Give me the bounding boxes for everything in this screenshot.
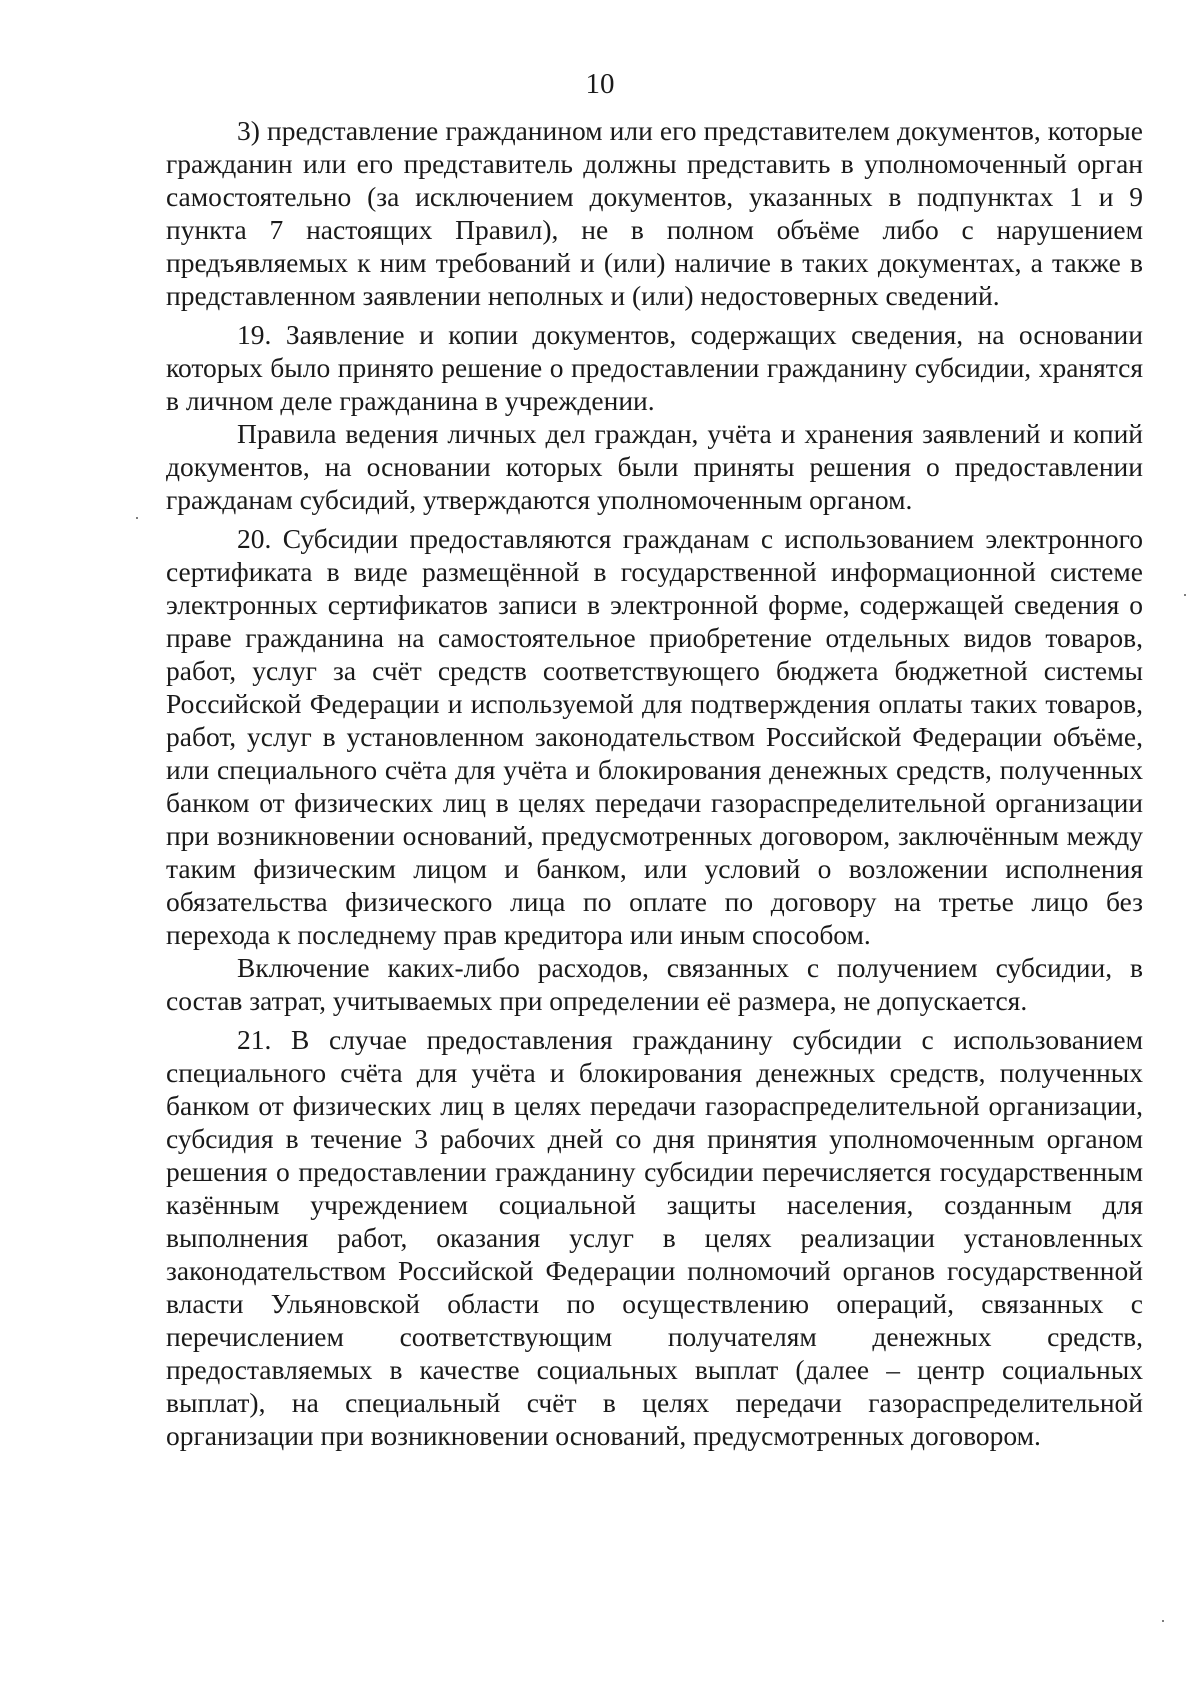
paragraph-clause-21: 21. В случае предоставления гражданину субсидии с использованием специального счёта для учёта и блокирования денежных средств, полученных банком от физических лиц в целях передачи газораспределительной организации, субсидия в течение 3 рабочих дней со дня принятия уполномоченным органом решения о предоставлении гражданину субсидии перечисляется государственным казённым учреждением социальной защиты населения, созданным для выполнения работ, оказания услуг в целях реализации установленных законодательством Российской Федерации полномочий органов государственной власти Ульяновской области по осуществлению операций, связанных с перечислением соответствующим получателям денежных средств, предоставляемых в качестве социальных выплат (далее – центр социальных выплат), на специальный счёт в целях передачи газораспределительной организации при возникновении оснований, предусмотренных договором. [166, 1024, 1143, 1451]
paragraph-records-rules: Правила ведения личных дел граждан, учёта и хранения заявлений и копий документов, на основании которых были приняты решения о предоставлении гражданам субсидий, утверждаются уполномоченным органом. [166, 418, 1143, 515]
paragraph-expenses-exclusion: Включение каких-либо расходов, связанных с получением субсидии, в состав затрат, учитываемых при определении её размера, не допускается. [166, 952, 1143, 1016]
paragraph-clause-19: 19. Заявление и копии документов, содержащих сведения, на основании которых было принято решение о предоставлении гражданину субсидии, хранятся в личном деле гражданина в учреждении. [166, 319, 1143, 416]
paragraph-clause-20: 20. Субсидии предоставляются гражданам с использованием электронного сертификата в виде размещённой в государственной информационной системе электронных сертификатов записи в электронной форме, содержащей сведения о праве гражданина на самостоятельное приобретение отдельных видов товаров, работ, услуг за счёт средств соответствующего бюджета бюджетной системы Российской Федерации и используемой для подтверждения оплаты таких товаров, работ, услуг в установленном законодательством Российской Федерации объёме, или специального счёта для учёта и блокирования денежных средств, полученных банком от физических лиц в целях передачи газораспределительной организации при возникновении оснований, предусмотренных договором, заключённым между таким физическим лицом и банком, или условий о возложении исполнения обязательства физического лица по оплате по договору на третье лицо без перехода к последнему прав кредитора или иным способом. [166, 523, 1143, 950]
scan-speck-left [136, 517, 138, 519]
scan-speck-right [1184, 594, 1186, 596]
paragraph-item-3: 3) представление гражданином или его представителем документов, которые гражданин или его представитель должны представить в уполномоченный орган самостоятельно (за исключением документов, указанных в подпунктах 1 и 9 пункта 7 настоящих Правил), не в полном объёме либо с нарушением предъявляемых к ним требований и (или) наличие в таких документах, а также в представленном заявлении неполных и (или) недостоверных сведений. [166, 115, 1143, 311]
page-number: 10 [585, 68, 615, 100]
scan-speck-bottom [1162, 1620, 1164, 1622]
document-body [166, 114, 1143, 1458]
